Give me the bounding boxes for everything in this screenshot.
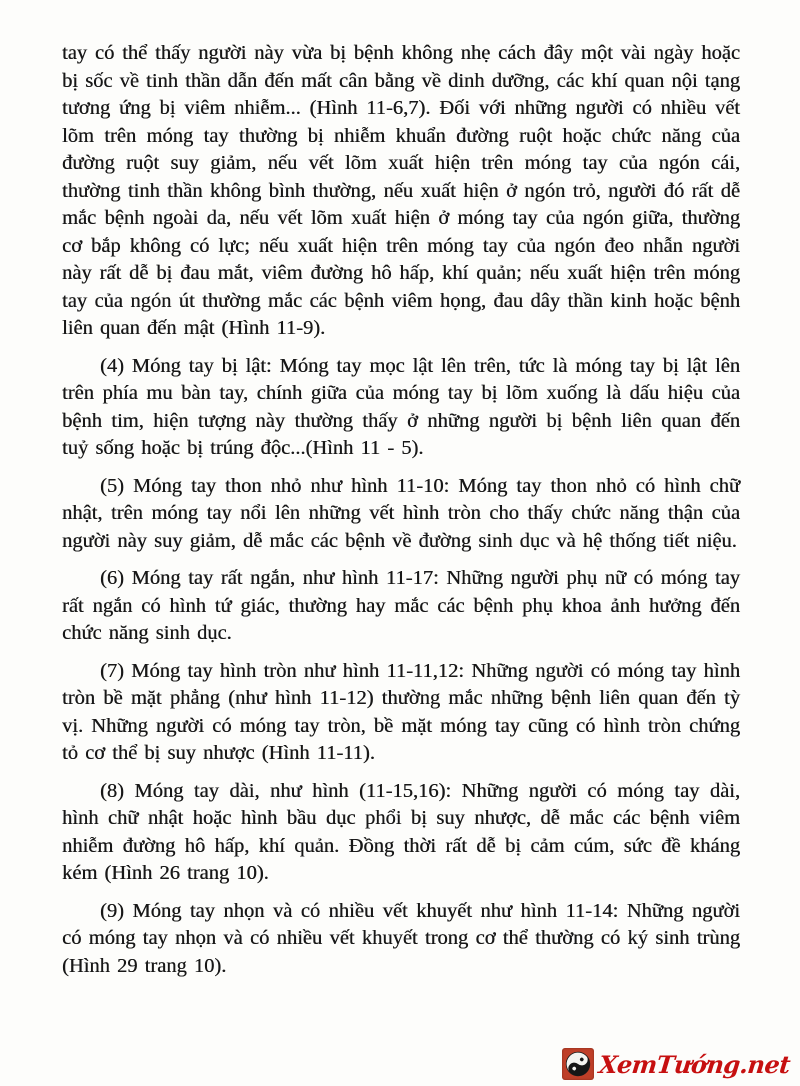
watermark-site-name: XemTướng.net xyxy=(597,1049,792,1079)
paragraph-item-5: (5) Móng tay thon nhỏ như hình 11-10: Móng tay thon nhỏ có hình chữ nhật, trên móng tay nổi lên những vết hình tròn cho thấy chức năng thận của người này suy giảm, dễ mắc các bệnh về đường sinh dục và hệ thống tiết niệu. xyxy=(62,474,740,552)
body-text-column xyxy=(62,40,740,990)
paragraph-item-4: (4) Móng tay bị lật: Móng tay mọc lật lên trên, tức là móng tay bị lật lên trên phía mu bàn tay, chính giữa của móng tay bị lõm xuống là dấu hiệu của bệnh tim, hiện tượng này thường thấy ở những người bị bệnh liên quan đến tuỷ sống hoặc bị trúng độc...(Hình 11 - 5). xyxy=(62,354,740,459)
paragraph-item-9: (9) Móng tay nhọn và có nhiều vết khuyết như hình 11-14: Những người có móng tay nhọn và có nhiều vết khuyết trong cơ thể thường có ký sinh trùng (Hình 29 trang 10). xyxy=(62,899,740,977)
paragraph-item-7: (7) Móng tay hình tròn như hình 11-11,12: Những người có móng tay hình tròn bề mặt phẳng (như hình 11-12) thường mắc những bệnh liên quan đến tỳ vị. Những người có móng tay tròn, bề mặt móng tay cũng có hình tròn chứng tỏ cơ thể bị suy nhược (Hình 11-11). xyxy=(62,659,740,764)
paragraph-item-8: (8) Móng tay dài, như hình (11-15,16): Những người có móng tay dài, hình chữ nhật hoặc hình bầu dục phổi bị suy nhược, dễ mắc các bệnh viêm nhiễm đường hô hấp, khí quản. Đồng thời rất dễ bị cảm cúm, sức đề kháng kém (Hình 26 trang 10). xyxy=(62,779,740,884)
yin-yang-icon xyxy=(562,1048,594,1080)
paragraph-continuation: tay có thể thấy người này vừa bị bệnh không nhẹ cách đây một vài ngày hoặc bị sốc về tinh thần dẫn đến mất cân bằng về dinh dưỡng, các khí quan nội tạng tương ứng bị viêm nhiễm... (Hình 11-6,7). Đối với những người có nhiều vết lõm trên móng tay thường bị nhiễm khuẩn đường ruột hoặc chức năng của đường ruột suy giảm, nếu vết lõm xuất hiện trên móng tay của ngón cái, thường tinh thần không bình thường, nếu xuất hiện ở ngón trỏ, người đó rất dễ mắc bệnh ngoài da, nếu vết lõm xuất hiện ở móng tay của ngón giữa, thường cơ bắp không có lực; nếu xuất hiện trên móng tay của ngón đeo nhẫn người này rất dễ bị đau mắt, viêm đường hô hấp, khí quản; nếu xuất hiện trên móng tay của ngón út thường mắc các bệnh viêm họng, đau dây thần kinh hoặc bệnh liên quan đến mật (Hình 11-9). xyxy=(62,42,740,339)
site-watermark xyxy=(562,1048,790,1080)
paragraph-item-6: (6) Móng tay rất ngắn, như hình 11-17: Những người phụ nữ có móng tay rất ngắn có hình tứ giác, thường hay mắc các bệnh phụ khoa ảnh hưởng đến chức năng sinh dục. xyxy=(62,567,740,644)
